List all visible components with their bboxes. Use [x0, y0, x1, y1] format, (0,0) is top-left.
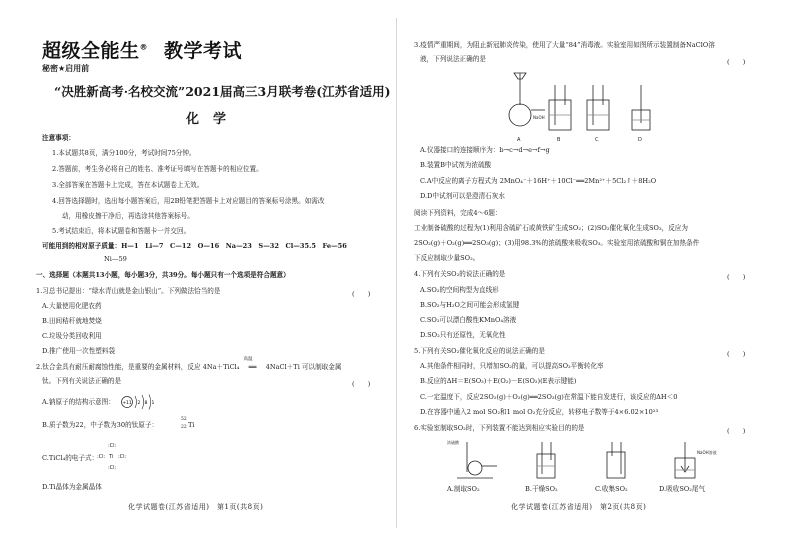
left-footer: 化学试题卷(江苏省适用) 第1页(共8页) [128, 503, 264, 511]
sodium-structure-diagram [120, 393, 158, 411]
note-item: 3.全部答案在答题卡上完成，答在本试题卷上无效。 [52, 181, 204, 189]
apparatus-label: A [517, 137, 521, 143]
q2-stem-line2: 钛。下列有关说法正确的是 [42, 377, 122, 385]
q5-option: A.其他条件相同时，只增加SO₂的量，可以提高SO₂平衡转化率 [420, 362, 604, 370]
note-item: 动，用橡皮擦干净后，再选涂其他答案标号。 [62, 212, 194, 220]
apparatus-label: D [638, 137, 642, 143]
reading-intro: 阅读下列资料，完成4～6题： [414, 209, 502, 217]
brand-logo [42, 36, 242, 63]
note-item: 2.答题前，考生务必将自己的姓名、准考证号填写在答题卡的相应位置。 [52, 165, 263, 173]
q1-stem: 1.习总书记提出：“绿水青山就是金山银山”。下列做法恰当的是 [36, 287, 221, 295]
q3-option: B.装置B中试剂为浓硫酸 [420, 161, 492, 169]
q6-option-label: A.制取SO₂ [447, 485, 480, 493]
svg-text::Cl:: :Cl: [108, 465, 117, 471]
brand-reg-mark: ® [139, 42, 149, 52]
q5-stem: 5.下列有关SO₂催化氧化反应的说法正确的是 [414, 347, 545, 355]
ti-mass-number: 52 [181, 417, 187, 422]
q4-option: A.SO₂的空间构型为直线形 [420, 286, 499, 294]
svg-text::Cl:: :Cl: [108, 443, 117, 449]
q5-option: C.一定温度下，反应2SO₂(g)＋O₂(g)══2SO₃(g)在常温下能自发进行，该反应的ΔH＜0 [420, 393, 678, 401]
na-shell: 8 [144, 401, 148, 406]
note-item: 5.考试结束后，将本试题卷和答题卡一并交回。 [52, 227, 191, 235]
q3-option: D.D中试剂可以是澄清石灰水 [420, 192, 505, 200]
ti-nuclide-symbol [181, 417, 201, 433]
q6-answer-paren: ( ) [727, 427, 746, 435]
q2-option: B.质子数为22，中子数为30的钛原子： [42, 421, 159, 429]
q2-stem-head: 2.钛合金具有耐压耐腐蚀性能，是重要的金属材料，反应 4Na＋TiCl₄ [36, 363, 240, 371]
q6-stem: 6.实验室制取SO₂时，下列装置不能达到相应实验目的的是 [414, 424, 585, 432]
q1-option: C.垃圾分类回收利用 [42, 332, 102, 340]
na-nucleus-charge: +11 [122, 401, 132, 406]
q4-stem: 4.下列有关SO₂的说法正确的是 [414, 270, 506, 278]
q2-option: A.钠原子的结构示意图： [42, 398, 115, 406]
right-page [397, 0, 794, 543]
exam-title: “决胜新高考·名校交流”2021届高三3月联考卷(江苏省适用) [54, 84, 391, 99]
ticl4-electron-formula [96, 440, 130, 474]
apparatus-label: B [557, 137, 561, 143]
q2-stem-line1 [36, 357, 342, 371]
q3-option: A.仪器接口的连接顺序为：b→c→d→e→f→g [420, 146, 550, 154]
q4-option: C.SO₂可以漂白酸性KMnO₄溶液 [420, 316, 517, 324]
note-item: 4.回答选择题时，选出每小题答案后，用2B铅笔把答题卡上对应题目的答案标号涂黑。如需改 [52, 197, 325, 205]
q1-answer-paren: ( ) [352, 290, 371, 298]
q5-option: D.在容器中通入2 mol SO₂和1 mol O₂充分反应，转移电子数等于4×6.02×10²³ [420, 408, 659, 416]
q1-option: B.田间秸秆就地焚烧 [42, 317, 102, 325]
naoh-label: NaOH [533, 115, 545, 120]
secret-label: 秘密★启用前 [42, 64, 90, 73]
na-shell: 2 [137, 401, 141, 406]
note-item: 1.本试题共8页，满分100分，考试时间75分钟。 [52, 149, 196, 157]
atomic-masses-line2: Ni—59 [104, 255, 127, 263]
q4-option: B.SO₂与H₂O之间可能会形成氢键 [420, 301, 520, 309]
notes-heading: 注意事项： [42, 134, 75, 142]
brand-title: 超级全能生 [42, 40, 140, 62]
q6-apparatus-diagram [447, 436, 737, 486]
apparatus-label: C [595, 137, 599, 143]
reading-line: 工业制备硫酸的过程为(1)利用含硫矿石或黄铁矿生成SO₂；(2)SO₂催化氧化生成SO₃，反应为 [414, 224, 688, 232]
q3-apparatus-diagram [497, 65, 687, 145]
svg-text:Ti: Ti [109, 454, 114, 460]
q4-answer-paren: ( ) [727, 273, 746, 281]
q5-option: B.反应的ΔH＝E(SO₃)＋E(O₂)－E(SO₂)(E表示键能) [420, 377, 577, 385]
q3-stem-line1: 3.疫情严重期间，为阻止新冠肺炎传染，使用了大量“84”消毒液。实验室用如图所示装置制备NaClO溶 [414, 41, 715, 49]
q2-option: D.Ti晶体为金属晶体 [42, 483, 102, 491]
q2-option: C.TiCl₄的电子式： [42, 454, 99, 462]
svg-text::Cl:: :Cl: [118, 454, 127, 460]
q2-condition: 高温 [243, 357, 253, 362]
ti-atomic-number: 22 [181, 425, 187, 430]
q1-option: D.推广使用一次性塑料袋 [42, 347, 116, 355]
na-shell: 1 [151, 401, 155, 406]
q1-option: A.大量使用化肥农药 [42, 302, 102, 310]
reagent-label: 浓硫酸 [447, 440, 459, 445]
q4-option: D.SO₂只有还原性，无氧化性 [420, 331, 506, 339]
q2-condition-arrow: 高温 ══ [243, 357, 257, 371]
brand-subtitle: 教学考试 [164, 40, 243, 62]
q2-stem-tail: 4NaCl＋Ti 可以制取金属 [265, 363, 342, 371]
reading-line: 下反应制取少量SO₂。 [414, 254, 480, 262]
reagent-label: NaOH溶液 [697, 450, 717, 455]
q6-option-label: C.收集SO₂ [595, 485, 628, 493]
subject-title: 化学 [186, 112, 241, 127]
reading-line: 2SO₂(g)＋O₂(g)══2SO₃(g)；(3)用98.3%的浓硫酸来吸收SO₃。实验室用浓硫酸和铜在加热条件 [414, 239, 700, 247]
atomic-masses-line1: 可能用到的相对原子质量：H—1 Li—7 C—12 O—16 Na—23 S—32 Cl—35.5 Fe—56 [42, 242, 347, 250]
ti-symbol: Ti [188, 421, 195, 429]
q3-stem-line2: 液，下列说法正确的是 [420, 55, 486, 63]
right-footer: 化学试题卷(江苏省适用) 第2页(共8页) [511, 503, 647, 511]
svg-text::Cl:: :Cl: [97, 454, 106, 460]
q3-option: C.A中反应的离子方程式为 2MnO₄⁻＋16H⁺＋10Cl⁻══2Mn²⁺＋5Cl₂↑＋8H₂O [420, 177, 657, 185]
q6-option-label: D.吸收SO₂尾气 [659, 485, 706, 493]
section-heading: 一、选择题（本题共13小题，每小题3分，共39分。每小题只有一个选项是符合题意） [36, 271, 290, 279]
q3-answer-paren: ( ) [727, 58, 746, 66]
q6-option-label: B.干燥SO₂ [525, 485, 558, 493]
q2-answer-paren: ( ) [352, 380, 371, 388]
q5-answer-paren: ( ) [727, 350, 746, 358]
